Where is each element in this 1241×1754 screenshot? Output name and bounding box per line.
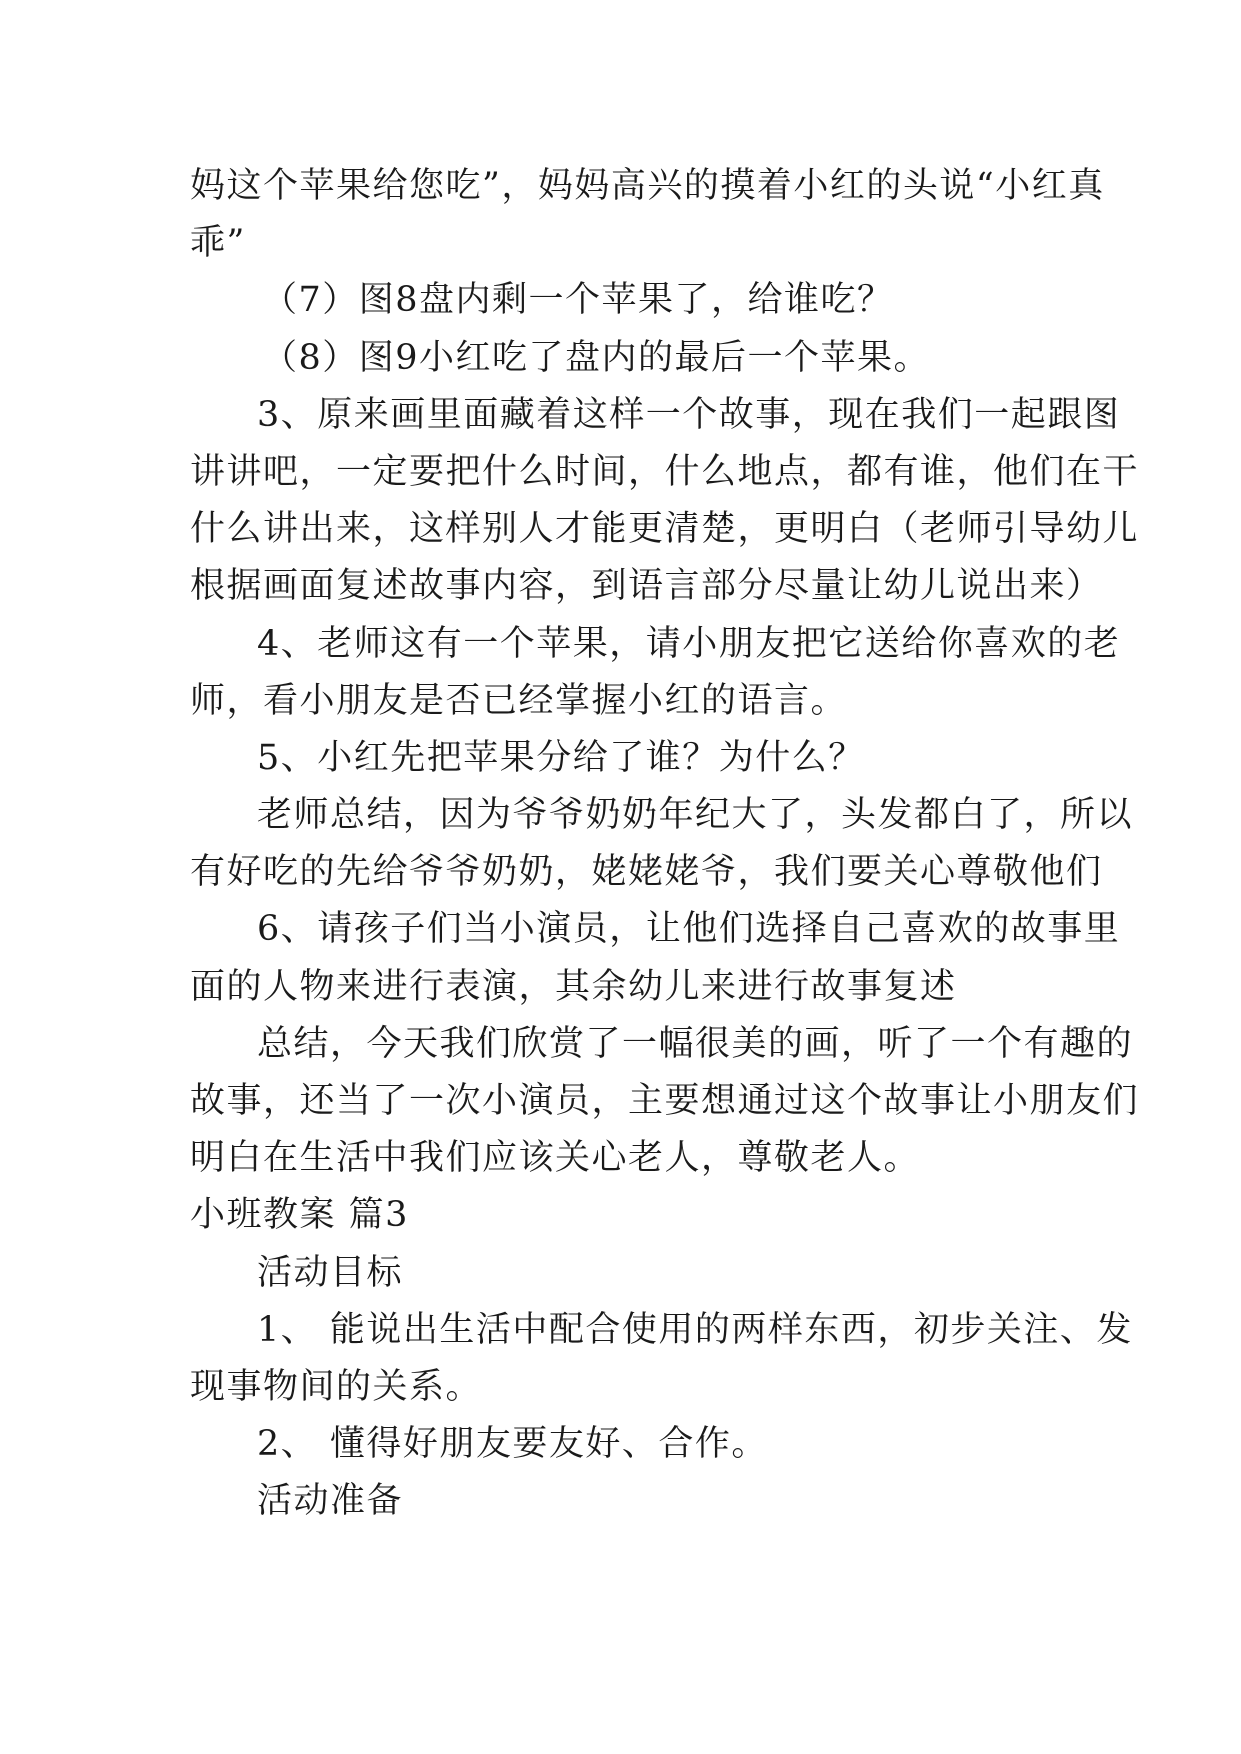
list-item-8: （8）图9小红吃了盘内的最后一个苹果。 [262, 337, 931, 378]
step-3-line: 3、原来画里面藏着这样一个故事，现在我们一起跟图 [257, 394, 1121, 435]
subheading-activity-prep: 活动准备 [257, 1481, 404, 1522]
summary-line: 总结，今天我们欣赏了一幅很美的画，听了一个有趣的 [257, 1023, 1134, 1064]
document-body [190, 158, 1140, 1531]
step-4-line: 4、老师这有一个苹果，请小朋友把它送给你喜欢的老 [257, 623, 1121, 664]
paragraph-line: 师，看小朋友是否已经掌握小红的语言。 [190, 680, 848, 721]
paragraph-line: 什么讲出来，这样别人才能更清楚，更明白（老师引导幼儿 [190, 509, 1140, 550]
paragraph-line: 明白在生活中我们应该关心老人，尊敬老人。 [190, 1138, 921, 1179]
paragraph-line: 面的人物来进行表演，其余幼儿来进行故事复述 [190, 966, 957, 1007]
paragraph-line: 故事，还当了一次小演员，主要想通过这个故事让小朋友们 [190, 1081, 1140, 1121]
list-item-7: （7）图8盘内剩一个苹果了，给谁吃？ [262, 280, 894, 321]
step-6-line: 6、请孩子们当小演员，让他们选择自己喜欢的故事里 [257, 909, 1121, 950]
paragraph-line: 现事物间的关系。 [190, 1366, 483, 1407]
goal-2-line: 2、 懂得好朋友要友好、合作。 [257, 1424, 768, 1465]
section-heading: 小班教案 篇3 [190, 1195, 409, 1236]
paragraph-line: 妈这个苹果给您吃”，妈妈高兴的摸着小红的头说“小红真 [190, 166, 1105, 206]
teacher-summary-line: 老师总结，因为爷爷奶奶年纪大了，头发都白了，所以 [257, 795, 1134, 836]
paragraph-line: 讲讲吧，一定要把什么时间，什么地点，都有谁，他们在干 [190, 451, 1140, 492]
goal-1-line: 1、 能说出生活中配合使用的两样东西，初步关注、发 [257, 1309, 1133, 1350]
step-5-line: 5、小红先把苹果分给了谁？为什么？ [257, 737, 865, 778]
paragraph-line: 根据画面复述故事内容，到语言部分尽量让幼儿说出来） [190, 566, 1103, 607]
paragraph-line: 有好吃的先给爷爷奶奶，姥姥姥爷，我们要关心尊敬他们 [190, 852, 1103, 893]
subheading-activity-goals: 活动目标 [257, 1252, 404, 1293]
paragraph-line: 乖” [190, 223, 246, 264]
